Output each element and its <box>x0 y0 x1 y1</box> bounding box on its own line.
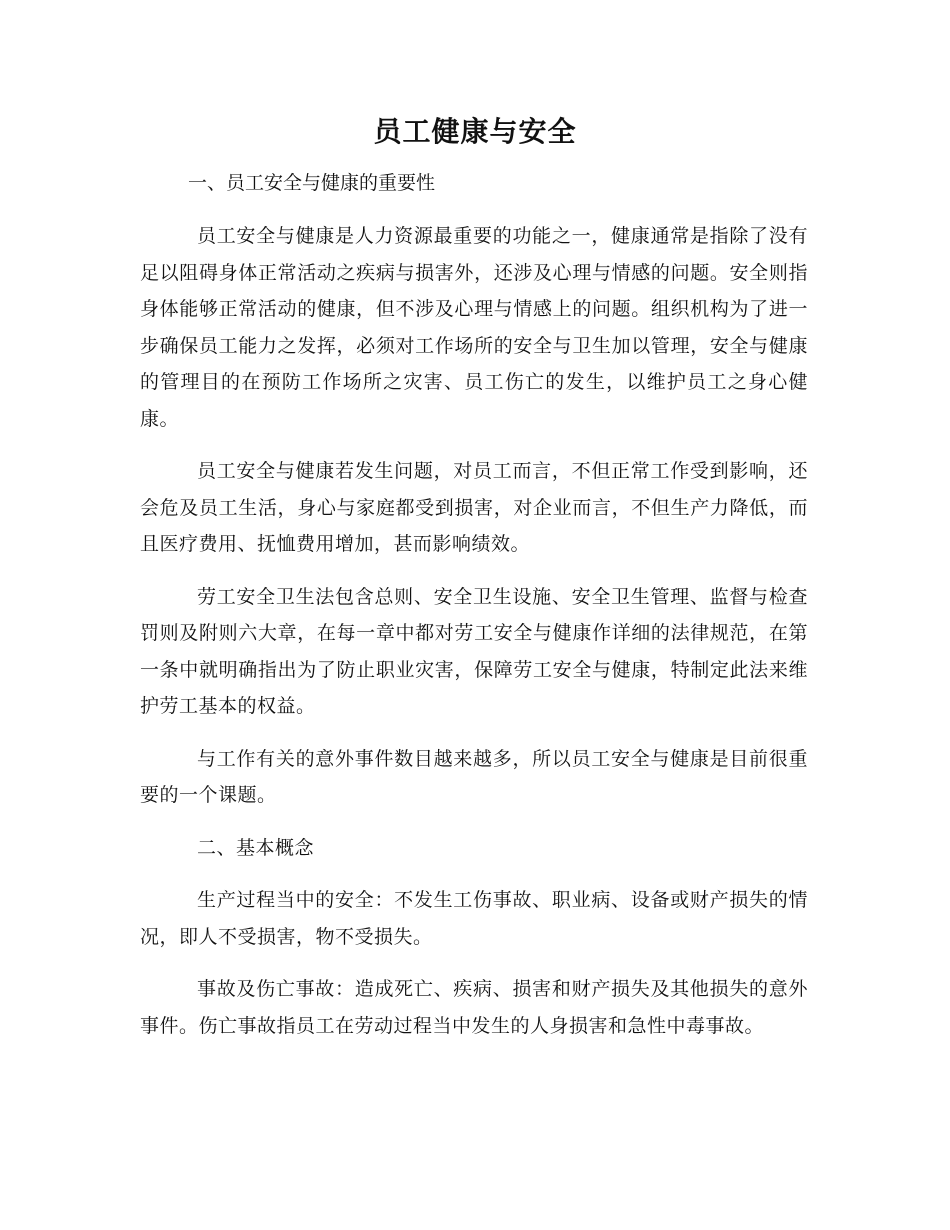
paragraph: 事故及伤亡事故：造成死亡、疾病、损害和财产损失及其他损失的意外事件。伤亡事故指员工在劳动过程当中发生的人身损害和急性中毒事故。 <box>140 978 808 1037</box>
document-title: 员工健康与安全 <box>373 115 577 148</box>
paragraph: 员工安全与健康是人力资源最重要的功能之一，健康通常是指除了没有足以阻碍身体正常活动之疾病与损害外，还涉及心理与情感的问题。安全则指身体能够正常活动的健康，但不涉及心理与情感上的问题。组织机构为了进一步确保员工能力之发挥，必须对工作场所的安全与卫生加以管理，安全与健康的管理目的在预防工作场所之灾害、员工伤亡的发生，以维护员工之身心健康。 <box>140 225 808 430</box>
section-heading-importance: 一、员工安全与健康的重要性 <box>188 172 436 194</box>
paragraph: 生产过程当中的安全：不发生工伤事故、职业病、设备或财产损失的情况，即人不受损害，物不受损失。 <box>140 889 808 948</box>
spacer <box>140 437 808 453</box>
spacer <box>140 955 808 971</box>
spacer <box>140 725 808 741</box>
section-heading-basic-concepts: 二、基本概念 <box>197 836 315 859</box>
spacer <box>140 563 808 579</box>
document-body <box>140 166 808 1044</box>
paragraph: 员工安全与健康若发生问题，对员工而言，不但正常工作受到影响，还会危及员工生活，身心与家庭都受到损害，对企业而言，不但生产力降低，而且医疗费用、抚恤费用增加，甚而影响绩效。 <box>140 460 808 555</box>
spacer <box>140 866 808 882</box>
paragraph: 与工作有关的意外事件数目越来越多，所以员工安全与健康是目前很重要的一个课题。 <box>140 747 808 806</box>
spacer <box>140 200 808 218</box>
spacer <box>140 814 808 830</box>
paragraph: 劳工安全卫生法包含总则、安全卫生设施、安全卫生管理、监督与检查罚则及附则六大章，在每一章中都对劳工安全与健康作详细的法律规范，在第一条中就明确指出为了防止职业灾害，保障劳工安全与健康，特制定此法来维护劳工基本的权益。 <box>140 585 808 717</box>
